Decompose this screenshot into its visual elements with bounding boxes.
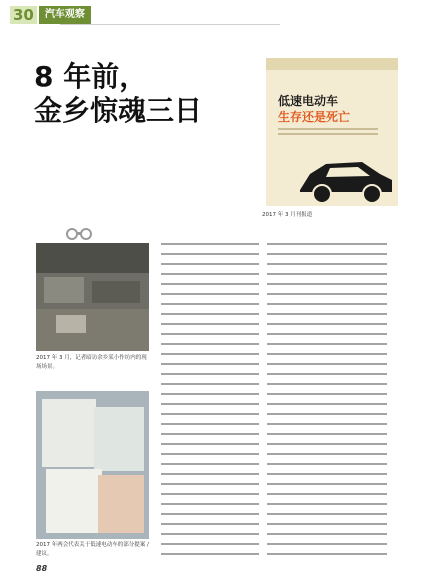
cover-body-lines (278, 128, 378, 138)
workshop-photo (36, 243, 149, 351)
title-line-2: 金乡惊魂三日 (34, 94, 203, 127)
binoculars-icon (65, 226, 93, 240)
title-line-1: 8 年前， (34, 60, 148, 93)
section-name: 汽车观察 (39, 6, 91, 24)
photo-caption-2: 2017 年两会代表关于低速电动车的部分提案 / 建议。 (36, 542, 149, 557)
page-number: 88 (36, 564, 48, 573)
page-title (34, 60, 224, 128)
cover-title-line-1: 低速电动车 (278, 94, 339, 108)
section-number: 30 (10, 6, 37, 24)
section-header (10, 4, 91, 26)
cover-caption: 2017 年 3 月刊报道 (262, 212, 313, 218)
article-column-2 (267, 243, 387, 573)
magazine-cover-image (266, 58, 398, 206)
cover-band (266, 58, 398, 70)
header-rule (60, 24, 280, 25)
cover-title-line-2: 生存还是死亡 (278, 110, 351, 124)
article-column-1 (161, 243, 259, 573)
cover-car-icon (296, 150, 396, 206)
photo-caption-1: 2017 年 3 月，记者暗访余乡某小作坊内的现场场景。 (36, 355, 147, 370)
proposal-document-photo (36, 391, 149, 539)
